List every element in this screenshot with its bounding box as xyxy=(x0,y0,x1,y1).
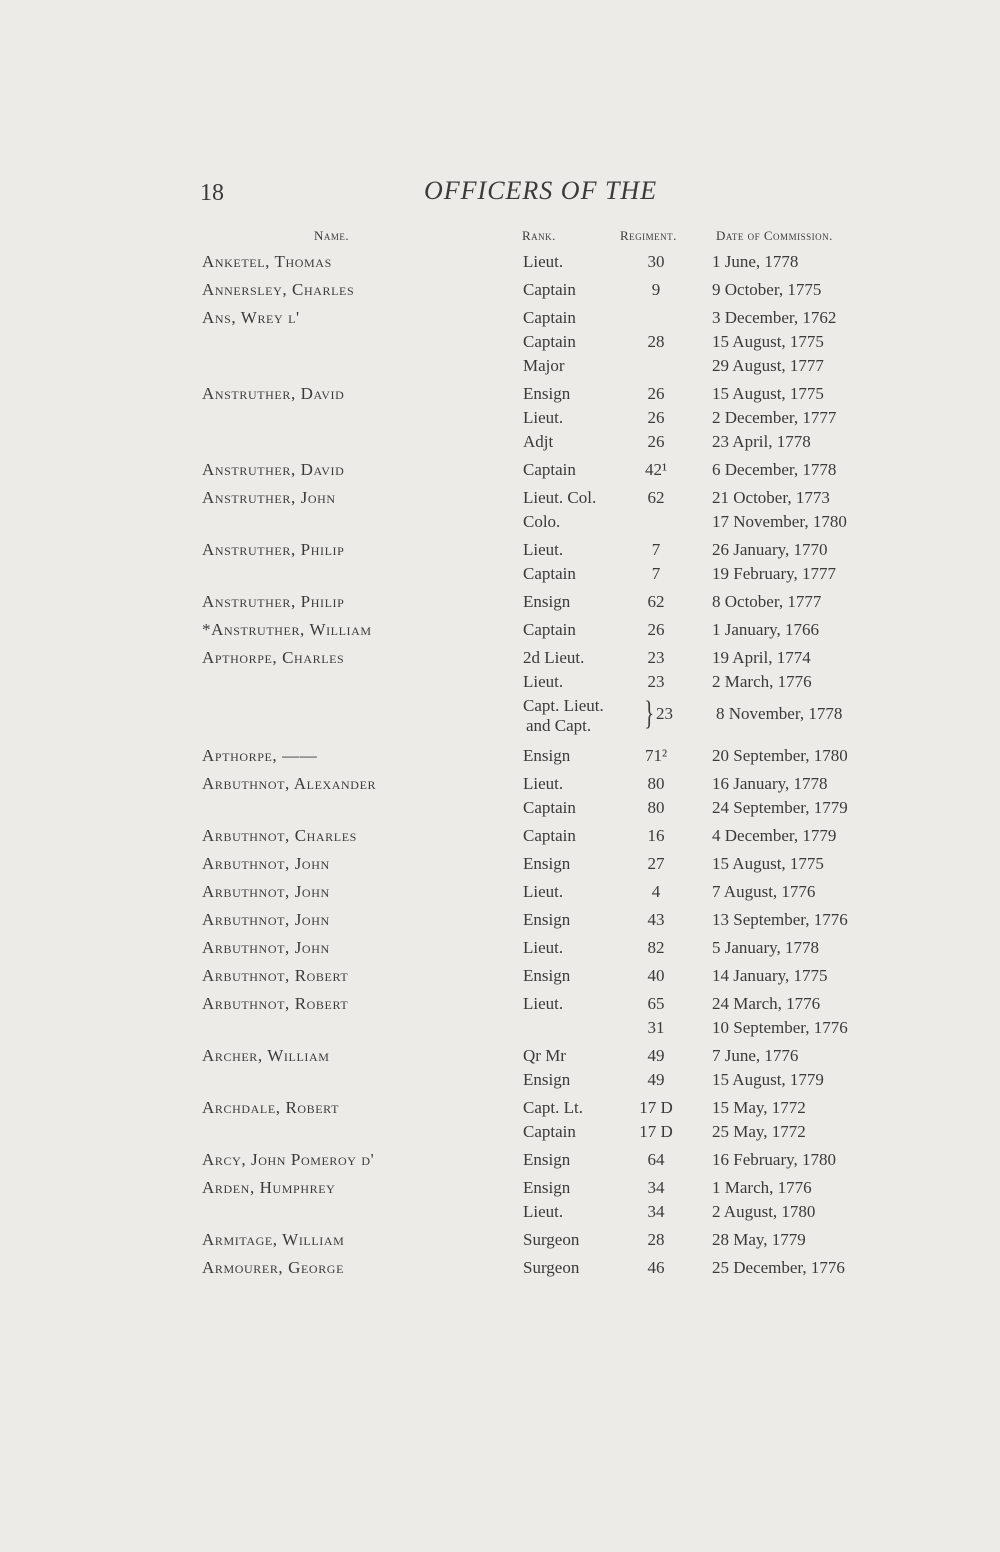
rank-cell: Ensign xyxy=(523,1178,571,1197)
date-cell: 19 February, 1777 xyxy=(712,564,837,583)
officer-entry xyxy=(0,772,1000,820)
officer-entry xyxy=(0,1044,1000,1092)
date-cell: 1 March, 1776 xyxy=(712,1178,812,1197)
commission-line xyxy=(0,1068,1000,1092)
officer-entry xyxy=(0,744,1000,768)
rank-cell: Captain xyxy=(523,280,576,299)
commission-line xyxy=(0,1016,1000,1040)
regiment-cell: 34 xyxy=(647,1178,665,1197)
commission-line xyxy=(0,646,1000,670)
officer-name: Arbuthnot, Robert xyxy=(202,966,349,985)
officer-entry xyxy=(0,486,1000,534)
date-cell: 29 August, 1777 xyxy=(712,356,824,375)
rank-cell: Surgeon xyxy=(523,1258,580,1277)
rank-cell: Ensign xyxy=(523,854,571,873)
rank-cell: Captain xyxy=(523,564,576,583)
officer-name: Armourer, George xyxy=(202,1258,344,1277)
rank-cell: Capt. Lt. xyxy=(523,1098,583,1117)
officer-name: Armitage, William xyxy=(202,1230,345,1249)
commission-line xyxy=(0,1228,1000,1252)
rank-cell: Captain xyxy=(523,620,576,639)
regiment-cell: 80 xyxy=(647,774,665,793)
regiment-cell: 46 xyxy=(647,1258,665,1277)
date-cell: 9 October, 1775 xyxy=(712,280,822,299)
commission-line xyxy=(0,590,1000,614)
date-cell: 14 January, 1775 xyxy=(712,966,828,985)
rank-cell: Lieut. Col. xyxy=(523,488,597,507)
officer-name: Anstruther, David xyxy=(202,460,345,479)
officer-entry xyxy=(0,646,1000,740)
commission-line xyxy=(0,382,1000,406)
officer-name: Anstruther, Philip xyxy=(202,540,345,559)
column-headers xyxy=(0,228,1000,248)
officer-name: Anstruther, John xyxy=(202,488,336,507)
date-column-header: Date of Commission. xyxy=(716,228,833,243)
date-cell: 24 March, 1776 xyxy=(712,994,821,1013)
officer-name: Arbuthnot, John xyxy=(202,938,330,957)
regiment-cell: 4 xyxy=(651,882,661,901)
regiment-cell: 31 xyxy=(647,1018,665,1037)
officer-entry xyxy=(0,936,1000,960)
date-cell: 10 September, 1776 xyxy=(712,1018,848,1037)
date-cell: 16 February, 1780 xyxy=(712,1150,837,1169)
officer-entry xyxy=(0,278,1000,302)
rank-cell xyxy=(523,696,604,736)
commission-line xyxy=(0,486,1000,510)
commission-line xyxy=(0,1044,1000,1068)
commission-line xyxy=(0,1148,1000,1172)
commission-line xyxy=(0,852,1000,876)
officer-name: Arbuthnot, John xyxy=(202,854,330,873)
date-cell: 7 August, 1776 xyxy=(712,882,816,901)
regiment-cell: 71² xyxy=(644,746,668,765)
commission-line xyxy=(0,824,1000,848)
rank-cell: Ensign xyxy=(523,384,571,403)
rank-cell: Ensign xyxy=(523,910,571,929)
officer-entry xyxy=(0,992,1000,1040)
date-cell: 15 August, 1775 xyxy=(712,332,824,351)
date-cell: 15 May, 1772 xyxy=(712,1098,806,1117)
officer-entry xyxy=(0,880,1000,904)
rank-cell: Captain xyxy=(523,460,576,479)
date-cell: 13 September, 1776 xyxy=(712,910,848,929)
regiment-cell: 23 xyxy=(647,672,665,691)
rank-column-header: Rank. xyxy=(522,228,556,243)
date-cell: 24 September, 1779 xyxy=(712,798,848,817)
commission-line xyxy=(0,430,1000,454)
commission-line xyxy=(0,880,1000,904)
commission-line xyxy=(0,1096,1000,1120)
page-number: 18 xyxy=(200,180,224,206)
commission-line xyxy=(0,908,1000,932)
commission-line xyxy=(0,694,1000,740)
officer-entry xyxy=(0,1256,1000,1280)
commission-line xyxy=(0,1200,1000,1224)
officer-entry xyxy=(0,590,1000,614)
officer-entry xyxy=(0,964,1000,988)
date-cell: 8 October, 1777 xyxy=(712,592,822,611)
officer-entry xyxy=(0,306,1000,378)
regiment-cell: 42¹ xyxy=(644,460,668,479)
regiment-cell: 23 xyxy=(647,648,665,667)
officer-entry xyxy=(0,382,1000,454)
officer-name: Archer, William xyxy=(202,1046,330,1065)
rank-cell: Adjt xyxy=(523,432,554,451)
commission-line xyxy=(0,510,1000,534)
rank-line: Capt. Lieut. xyxy=(523,696,604,715)
commission-line xyxy=(0,406,1000,430)
rank-cell: Lieut. xyxy=(523,408,564,427)
rank-cell: 2d Lieut. xyxy=(523,648,585,667)
date-cell: 5 January, 1778 xyxy=(712,938,820,957)
regiment-cell: 34 xyxy=(647,1202,665,1221)
regiment-cell: 26 xyxy=(647,620,665,639)
date-cell: 17 November, 1780 xyxy=(712,512,847,531)
commission-line xyxy=(0,354,1000,378)
date-cell: 19 April, 1774 xyxy=(712,648,811,667)
date-cell: 23 April, 1778 xyxy=(712,432,811,451)
rank-cell: Lieut. xyxy=(523,540,564,559)
rank-cell: Captain xyxy=(523,1122,576,1141)
regiment-cell: 23 xyxy=(656,704,673,723)
commission-line xyxy=(0,670,1000,694)
commission-line xyxy=(0,1256,1000,1280)
date-cell: 1 January, 1766 xyxy=(712,620,820,639)
date-cell: 28 May, 1779 xyxy=(712,1230,806,1249)
officer-entry xyxy=(0,250,1000,274)
regiment-cell: 7 xyxy=(651,564,661,583)
officer-name: Anstruther, David xyxy=(202,384,345,403)
regiment-cell: 27 xyxy=(647,854,665,873)
date-cell: 7 June, 1776 xyxy=(712,1046,799,1065)
officer-name: Ans, Wrey l' xyxy=(202,308,300,327)
commission-line xyxy=(0,1176,1000,1200)
commission-line xyxy=(0,744,1000,768)
regiment-cell: 26 xyxy=(647,408,665,427)
regiment-cell: 28 xyxy=(647,332,665,351)
date-cell: 4 December, 1779 xyxy=(712,826,837,845)
officer-name: Arbuthnot, Robert xyxy=(202,994,349,1013)
officer-entry xyxy=(0,824,1000,848)
rank-cell: Ensign xyxy=(523,592,571,611)
officer-name: Apthorpe, Charles xyxy=(202,648,345,667)
rank-cell: Captain xyxy=(523,826,576,845)
date-cell: 2 December, 1777 xyxy=(712,408,837,427)
commission-line xyxy=(0,618,1000,642)
rank-cell: Lieut. xyxy=(523,774,564,793)
rank-cell: Ensign xyxy=(523,1070,571,1089)
rank-cell: Captain xyxy=(523,798,576,817)
rank-cell: Qr Mr xyxy=(523,1046,566,1065)
date-cell: 2 March, 1776 xyxy=(712,672,812,691)
regiment-cell: 49 xyxy=(647,1070,665,1089)
rank-cell: Lieut. xyxy=(523,672,564,691)
commission-line xyxy=(0,796,1000,820)
officers-list xyxy=(0,250,1000,1284)
rank-cell: Lieut. xyxy=(523,938,564,957)
commission-line xyxy=(0,250,1000,274)
regiment-cell: 16 xyxy=(647,826,665,845)
rank-cell: Ensign xyxy=(523,966,571,985)
commission-line xyxy=(0,330,1000,354)
commission-line xyxy=(0,964,1000,988)
officer-entry xyxy=(0,1228,1000,1252)
rank-cell: Major xyxy=(523,356,565,375)
regiment-cell: 9 xyxy=(651,280,661,299)
regiment-cell: 80 xyxy=(647,798,665,817)
officer-entry xyxy=(0,1176,1000,1224)
officer-name: Annersley, Charles xyxy=(202,280,355,299)
running-title: OFFICERS OF THE xyxy=(424,176,658,205)
officer-name: *Anstruther, William xyxy=(202,620,372,639)
brace-symbol: } xyxy=(644,695,655,732)
date-cell: 15 August, 1775 xyxy=(712,854,824,873)
regiment-cell: 49 xyxy=(647,1046,665,1065)
date-cell: 3 December, 1762 xyxy=(712,308,837,327)
officer-entry xyxy=(0,1096,1000,1144)
regiment-cell: 43 xyxy=(647,910,665,929)
regiment-cell: 64 xyxy=(647,1150,665,1169)
rank-cell: Surgeon xyxy=(523,1230,580,1249)
date-cell: 16 January, 1778 xyxy=(712,774,828,793)
rank-cell: Captain xyxy=(523,308,576,327)
date-cell: 25 May, 1772 xyxy=(712,1122,806,1141)
commission-line xyxy=(0,1120,1000,1144)
regiment-cell: 40 xyxy=(647,966,665,985)
regiment-cell: 26 xyxy=(647,432,665,451)
date-cell: 8 November, 1778 xyxy=(716,704,843,723)
rank-cell: Ensign xyxy=(523,1150,571,1169)
regiment-cell: 17 D xyxy=(639,1098,673,1117)
regiment-cell: 7 xyxy=(651,540,661,559)
officer-entry xyxy=(0,458,1000,482)
rank-cell: Ensign xyxy=(523,746,571,765)
commission-line xyxy=(0,562,1000,586)
commission-line xyxy=(0,936,1000,960)
officer-name: Arcy, John Pomeroy d' xyxy=(202,1150,375,1169)
name-column-header: Name. xyxy=(314,228,350,243)
officer-entry xyxy=(0,1148,1000,1172)
regiment-column-header: Regiment. xyxy=(620,228,677,243)
date-cell: 15 August, 1775 xyxy=(712,384,824,403)
officer-name: Arbuthnot, Charles xyxy=(202,826,357,845)
date-cell: 21 October, 1773 xyxy=(712,488,830,507)
regiment-cell: 65 xyxy=(647,994,665,1013)
regiment-cell: 62 xyxy=(647,592,665,611)
officer-name: Apthorpe, —— xyxy=(202,746,318,765)
date-cell: 1 June, 1778 xyxy=(712,252,799,271)
regiment-cell: 26 xyxy=(647,384,665,403)
rank-cell: Lieut. xyxy=(523,252,564,271)
regiment-cell: 62 xyxy=(647,488,665,507)
commission-line xyxy=(0,772,1000,796)
date-cell: 15 August, 1779 xyxy=(712,1070,824,1089)
officer-entry xyxy=(0,908,1000,932)
regiment-cell: 17 D xyxy=(639,1122,673,1141)
officer-entry xyxy=(0,538,1000,586)
regiment-cell: 30 xyxy=(647,252,665,271)
commission-line xyxy=(0,538,1000,562)
officer-name: Arden, Humphrey xyxy=(202,1178,336,1197)
commission-line xyxy=(0,306,1000,330)
commission-line xyxy=(0,992,1000,1016)
rank-cell: Lieut. xyxy=(523,1202,564,1221)
rank-cell: Captain xyxy=(523,332,576,351)
officer-name: Anketel, Thomas xyxy=(202,252,332,271)
rank-cell: Lieut. xyxy=(523,882,564,901)
officer-name: Archdale, Robert xyxy=(202,1098,339,1117)
rank-cell: Colo. xyxy=(523,512,561,531)
officer-name: Arbuthnot, Alexander xyxy=(202,774,377,793)
date-cell: 2 August, 1780 xyxy=(712,1202,816,1221)
date-cell: 6 December, 1778 xyxy=(712,460,837,479)
regiment-cell: 82 xyxy=(647,938,665,957)
date-cell: 25 December, 1776 xyxy=(712,1258,845,1277)
commission-line xyxy=(0,458,1000,482)
officer-name: Anstruther, Philip xyxy=(202,592,345,611)
officer-entry xyxy=(0,618,1000,642)
officer-name: Arbuthnot, John xyxy=(202,910,330,929)
officer-entry xyxy=(0,852,1000,876)
rank-cell: Lieut. xyxy=(523,994,564,1013)
date-cell: 26 January, 1770 xyxy=(712,540,828,559)
regiment-cell: 28 xyxy=(647,1230,665,1249)
officer-name: Arbuthnot, John xyxy=(202,882,330,901)
date-cell: 20 September, 1780 xyxy=(712,746,848,765)
commission-line xyxy=(0,278,1000,302)
rank-line: and Capt. xyxy=(526,716,592,735)
